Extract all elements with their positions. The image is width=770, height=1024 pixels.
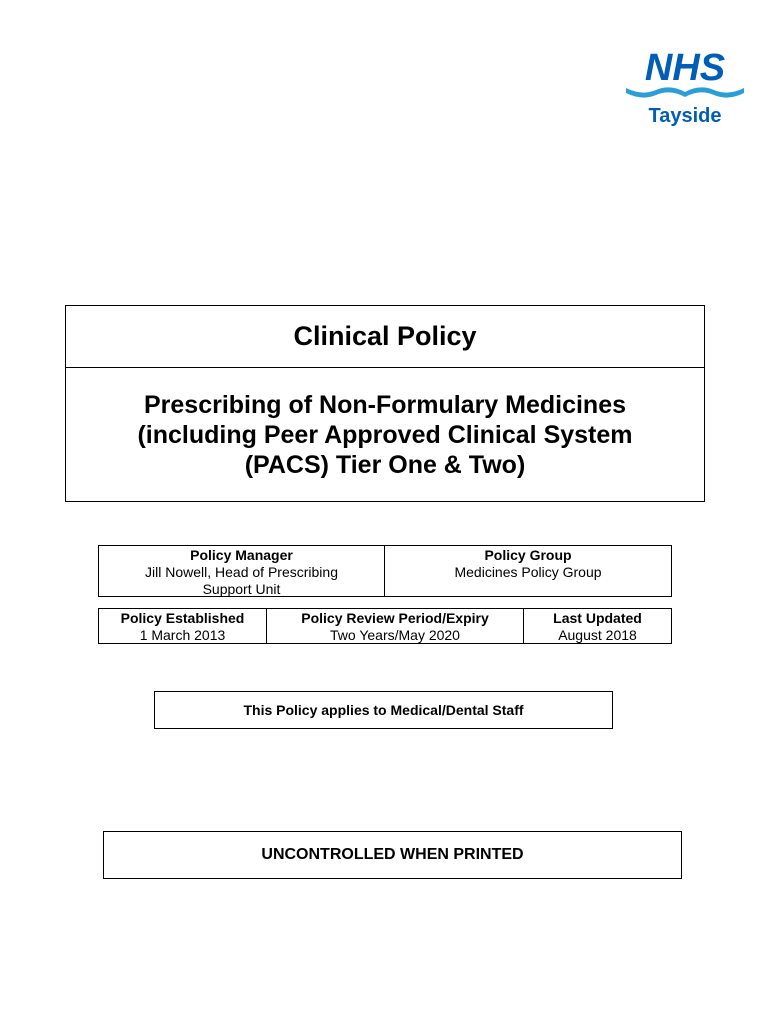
logo-nhs-text: NHS bbox=[644, 47, 726, 89]
last-updated-label: Last Updated bbox=[553, 610, 642, 626]
policy-manager-label: Policy Manager bbox=[190, 547, 293, 563]
last-updated-value: August 2018 bbox=[558, 627, 637, 643]
policy-review-cell bbox=[267, 609, 524, 643]
policy-group-value: Medicines Policy Group bbox=[454, 564, 602, 580]
policy-review-value: Two Years/May 2020 bbox=[330, 627, 460, 643]
nhs-tayside-logo bbox=[618, 46, 752, 130]
uncontrolled-notice: UNCONTROLLED WHEN PRINTED bbox=[103, 831, 682, 879]
applies-to-notice: This Policy applies to Medical/Dental Staff bbox=[154, 691, 613, 729]
title-box bbox=[65, 305, 705, 502]
policy-established-label: Policy Established bbox=[120, 610, 245, 626]
policy-established-value: 1 March 2013 bbox=[139, 627, 226, 643]
policy-group-cell bbox=[385, 546, 671, 596]
document-title-line-2: (including Peer Approved Clinical System bbox=[137, 420, 633, 449]
policy-manager-value: Jill Nowell, Head of Prescribing Support Unit bbox=[145, 564, 338, 597]
policy-review-label: Policy Review Period/Expiry bbox=[301, 610, 489, 626]
document-title-line-3: (PACS) Tier One & Two) bbox=[244, 450, 526, 479]
policy-group-label: Policy Group bbox=[484, 547, 572, 563]
policy-info-table-row1 bbox=[98, 545, 672, 597]
last-updated-cell bbox=[524, 609, 671, 643]
policy-info-table-row2 bbox=[98, 608, 672, 644]
logo-tayside-text: Tayside bbox=[648, 105, 722, 127]
nhs-logo-graphic bbox=[618, 46, 752, 130]
clinical-policy-heading: Clinical Policy bbox=[66, 306, 704, 368]
policy-established-cell bbox=[99, 609, 267, 643]
document-title bbox=[66, 368, 704, 501]
document-title-line-1: Prescribing of Non-Formulary Medicines bbox=[143, 390, 627, 419]
policy-manager-cell bbox=[99, 546, 385, 596]
